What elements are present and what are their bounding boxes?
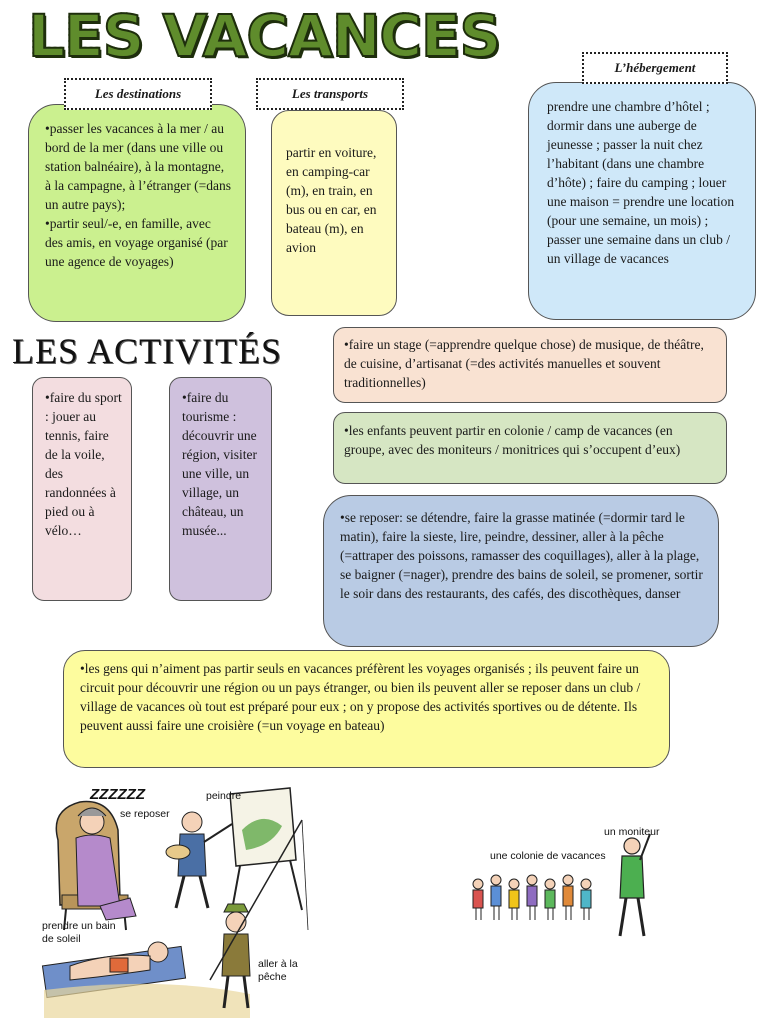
stage-text: •faire un stage (=apprendre quelque chose) de musique, de théâtre, de cuisine, d’artisanat (=des activités manuelles et souvent traditionnelles) [344,337,704,390]
sport-text: •faire du sport : jouer au tennis, faire de la voile, des randonnées à pied ou à vélo… [45,390,122,538]
hebergement-box [528,82,756,320]
reposer-text: •se reposer: se détendre, faire la grasse matinée (=dormir tard le matin), faire la sieste, lire, peindre, dessiner, aller à la pêche (=attraper des poissons, ramasser des coquillages), aller à la plage, se baigner (=nager), prendre des bains de soleil, se promener, sortir le soir dans des restaurants, des cafés, des discothèques, danser [340,510,703,601]
destinations-item-1: •passer les vacances à la mer / au bord de la mer (dans une ville ou station balnéaire), à la montagne, à la campagne, à l’étranger (=dans un autre pays); [45,121,232,212]
tourisme-box [169,377,272,601]
se-reposer-caption: se reposer [120,808,170,820]
colonie-text: •les enfants peuvent partir en colonie / camp de vacances (en groupe, avec des moniteurs / monitrices qui s’occupent d’eux) [344,423,681,457]
tourisme-text: •faire du tourisme : découvrir une région, visiter une ville, un village, un château, un musée... [182,390,257,538]
sport-box [32,377,132,601]
destinations-label: Les destinations [64,78,212,110]
page-title: LES VACANCES [28,2,501,70]
colonie-illustration [464,822,674,942]
hebergement-label: L’hébergement [582,52,728,84]
peche-caption: aller à la pêche [258,958,298,983]
colonie-caption: une colonie de vacances [490,850,606,862]
transports-box [271,110,397,316]
transports-text: partir en voiture, en camping-car (m), en train, en bus ou en car, en bateau (m), en avion [286,145,377,255]
transports-label: Les transports [256,78,404,110]
voyages-text: •les gens qui n’aiment pas partir seuls en vacances préfèrent les voyages organisés ; ils peuvent faire un circuit pour découvrir une région ou un pays étranger, ou bien ils peuvent aller se reposer dans un club / village de vacances où tout est préparé pour eux ; on y propose des activités sportives ou de détente. Ils peuvent aussi faire une croisière (=un voyage en bateau) [80,661,641,733]
colonie-box [333,412,727,484]
hebergement-text: prendre une chambre d’hôtel ; dormir dans une auberge de jeunesse ; passer la nuit chez l’habitant (dans une chambre d’hôte) ; faire du camping ; louer une maison = prendre une location (pour une semaine, un mois) ; passer une semaine dans un club / un village de vacances [547,99,735,266]
destinations-item-2: •partir seul/-e, en famille, avec des amis, en voyage organisé (par une agence de voyages) [45,216,228,269]
voyages-box [63,650,670,768]
bain-de-soleil-caption: prendre un bain de soleil [42,920,116,945]
destinations-box [28,104,246,322]
peindre-caption: peindre [206,790,242,802]
moniteur-caption: un moniteur [604,826,660,838]
reposer-box [323,495,719,647]
zzz-caption: ZZZZZZ [90,786,145,803]
activities-title: LES ACTIVITÉS [12,331,282,371]
stage-box [333,327,727,403]
